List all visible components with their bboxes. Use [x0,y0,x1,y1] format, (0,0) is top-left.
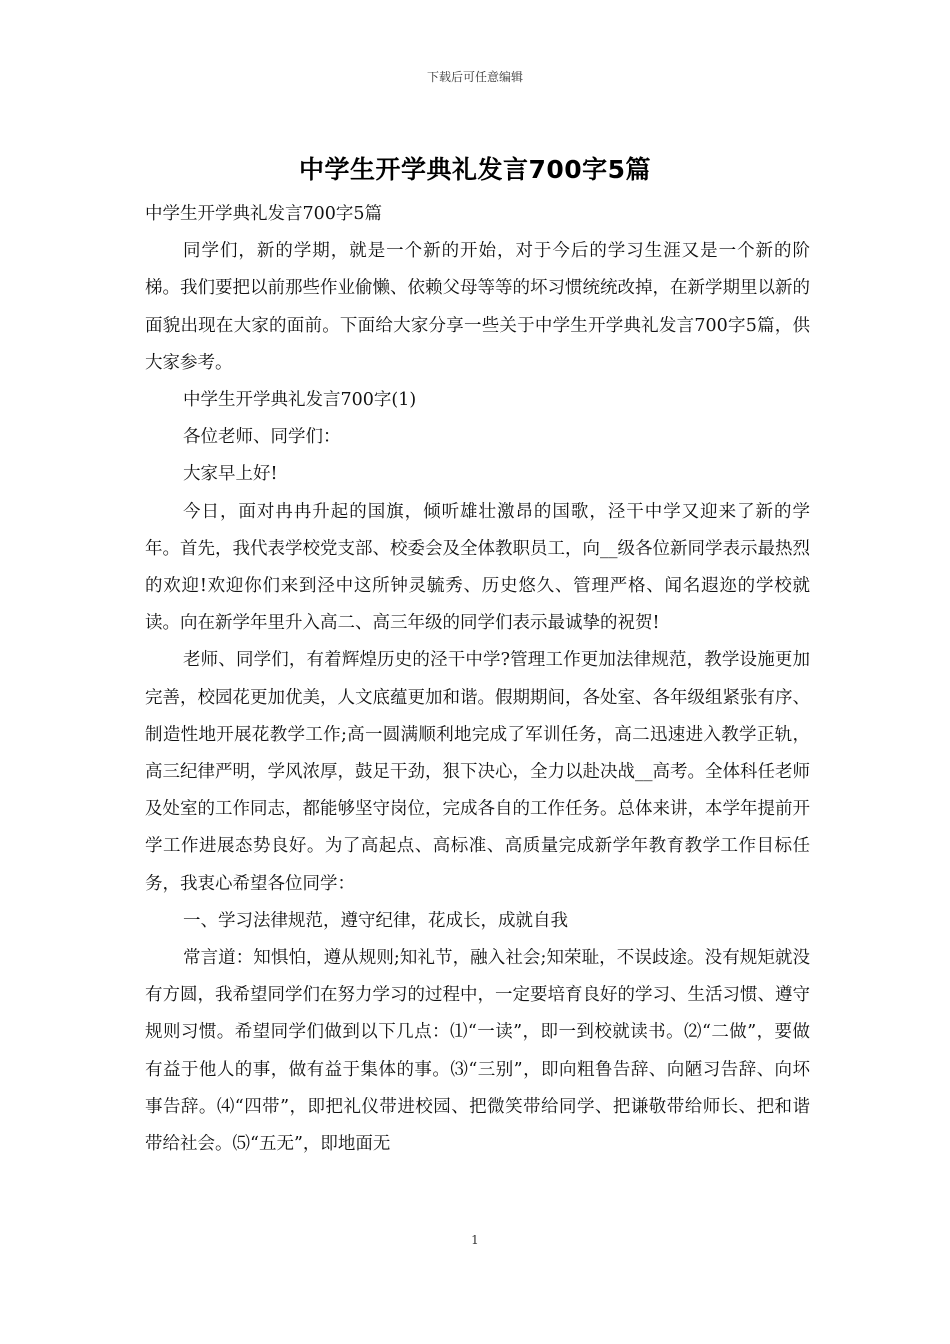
page-number: 1 [471,1233,479,1247]
document-body [145,196,810,1163]
document-title: 中学生开学典礼发言700字5篇 [298,155,652,184]
intro-paragraph: 同学们，新的学期，就是一个新的开始，对于今后的学习生涯又是一个新的阶梯。我们要把以前那些作业偷懒、依赖父母等等的坏习惯统统改掉，在新学期里以新的面貌出现在大家的面前。下面给大家分享一些关于中学生开学典礼发言700字5篇，供大家参考。 [145,241,810,373]
body-paragraph: 今日，面对冉冉升起的国旗，倾听雄壮激昂的国歌，泾干中学又迎来了新的学年。首先，我代表学校党支部、校委会及全体教职员工，向__级各位新同学表示最热烈的欢迎!欢迎你们来到泾中这所钟灵毓秀、历史悠久、管理严格、闻名遐迩的学校就读。向在新学年里升入高二、高三年级的同学们表示最诚挚的祝贺! [145,501,810,634]
greeting-paragraph: 大家早上好! [183,464,278,485]
point-heading: 一、学习法律规范，遵守纪律，花成长，成就自我 [183,910,568,931]
section-heading: 中学生开学典礼发言700字(1) [183,390,417,411]
body-paragraph: 常言道：知惧怕，遵从规则;知礼节，融入社会;知荣耻，不误歧途。没有规矩就没有方圆，我希望同学们在努力学习的过程中，一定要培育良好的学习、生活习惯、遵守规则习惯。希望同学们做到以下几点：⑴“一读”，即一到校就读书。⑵“二做”，要做有益于他人的事，做有益于集体的事。⑶“三别”，即向粗鲁告辞、向陋习告辞、向坏事告辞。⑷“四带”，即把礼仪带进校园、把微笑带给同学、把谦敬带给师长、把和谐带给社会。⑸“五无”，即地面无 [145,948,810,1155]
header-note: 下载后可任意编辑 [426,70,523,84]
salutation-paragraph: 各位老师、同学们： [183,427,341,448]
body-paragraph: 老师、同学们，有着辉煌历史的泾干中学?管理工作更加法律规范，教学设施更加完善，校园花更加优美，人文底蕴更加和谐。假期期间，各处室、各年级组紧张有序、制造性地开展花教学工作;高一圆满顺利地完成了军训任务，高二迅速进入教学正轨，高三纪律严明，学风浓厚，鼓足干劲，狠下决心，全力以赴决战__高考。全体科任老师及处室的工作同志，都能够坚守岗位，完成各自的工作任务。总体来讲，本学年提前开学工作进展态势良好。为了高起点、高标准、高质量完成新学年教育教学工作目标任务，我衷心希望各位同学： [145,650,810,894]
subtitle-paragraph: 中学生开学典礼发言700字5篇 [145,204,383,224]
